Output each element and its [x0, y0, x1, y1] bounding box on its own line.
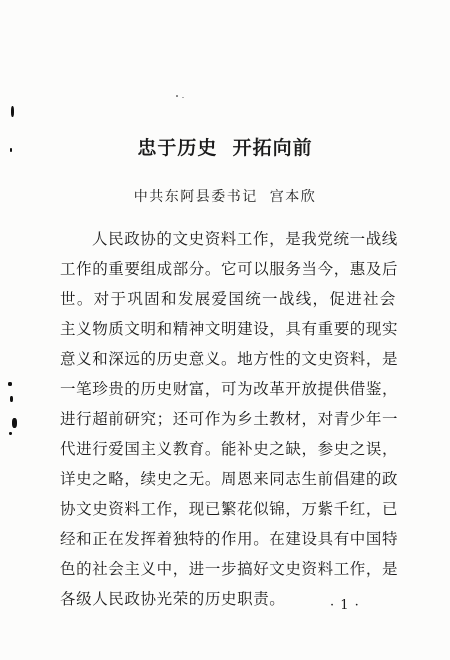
body-line: 经和正在发挥着独特的作用。在建设具有中国特: [60, 530, 399, 548]
scan-speck: [11, 106, 14, 117]
body-line: 人民政协的文史资料工作，是我党统一战线: [92, 230, 398, 248]
body-line: 色的社会主义中，进一步搞好文史资料工作，是: [60, 560, 399, 578]
body-line: 各级人民政协光荣的历史职责。: [60, 590, 286, 608]
body-line: 一笔珍贵的历史财富，可为改革开放提供借鉴，: [60, 380, 399, 398]
body-line: 协文史资料工作，现已繁花似锦，万紫千红，已: [60, 500, 399, 518]
body-line: 详史之略，续史之无。周恩来同志生前倡建的政: [60, 470, 399, 488]
page-number: · 1 ·: [330, 598, 360, 613]
body-line: 代进行爱国主义教育。能补史之缺，参史之误，: [60, 440, 399, 458]
scan-speck: [9, 432, 12, 435]
body-line: 主义物质文明和精神文明建设，具有重要的现实: [60, 320, 399, 338]
article-body: [60, 224, 399, 614]
body-line: 意义和深远的历史意义。地方性的文史资料，是: [60, 350, 399, 368]
scan-speck: [12, 418, 17, 428]
body-line: 工作的重要组成部分。它可以服务当今，惠及后: [60, 260, 399, 278]
scan-speck: [8, 382, 12, 386]
article-title: 忠于历史 开拓向前: [137, 137, 313, 159]
scan-speck: [182, 97, 184, 98]
scan-speck: [176, 95, 178, 97]
body-line: 世。对于巩固和发展爱国统一战线，促进社会: [60, 290, 396, 308]
body-line: 进行超前研究；还可作为乡土教材，对青少年一: [60, 410, 399, 428]
scan-speck: [10, 396, 13, 402]
author-byline: 中共东阿县委书记 宫本欣: [133, 189, 317, 205]
